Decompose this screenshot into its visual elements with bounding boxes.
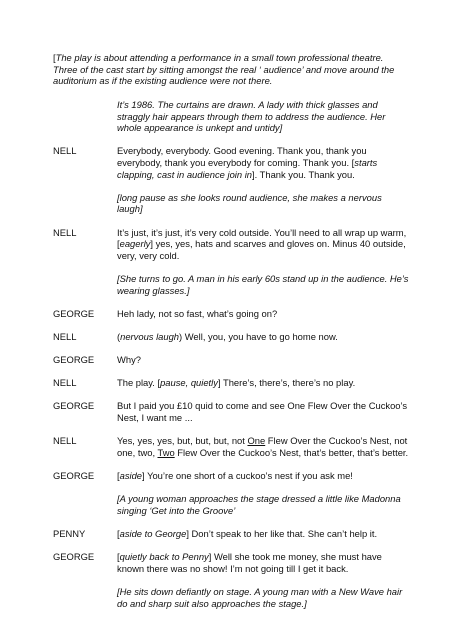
line-fragment: ( bbox=[117, 330, 121, 342]
line-fragment: The play. [ bbox=[117, 377, 161, 389]
speaker-name bbox=[53, 192, 117, 215]
line-text bbox=[117, 400, 409, 423]
dialogue-line bbox=[53, 551, 413, 574]
stage-direction-line bbox=[53, 493, 413, 516]
dialogue-line bbox=[53, 400, 413, 423]
speaker-name: GEORGE bbox=[53, 400, 95, 412]
stage-direction: [She turns to go. A man in his early 60s stand up in the audience. He’s wearing glasses.] bbox=[117, 272, 409, 296]
line-fragment: ] There’s, there’s, there’s no play. bbox=[217, 377, 356, 389]
dialogue-line bbox=[53, 145, 413, 180]
dialogue-line bbox=[53, 227, 413, 262]
line-fragment: [ bbox=[117, 470, 120, 481]
dialogue-line bbox=[53, 435, 413, 458]
line-text bbox=[117, 528, 409, 540]
speaker-name bbox=[53, 493, 117, 516]
line-fragment: But I paid you £10 quid to come and see One Flew Over the Cuckoo’s Nest, I want me ... bbox=[117, 400, 408, 424]
line-fragment: Flew Over the Cuckoo’s Nest, that’s better, that’s better. bbox=[174, 446, 409, 458]
line-fragment: ] yes, yes, hats and scarves and gloves on. Minus 40 outside, very, very cold. bbox=[117, 238, 406, 261]
line-text bbox=[117, 586, 409, 609]
intro-stage-direction bbox=[53, 52, 408, 87]
line-text bbox=[117, 273, 409, 296]
line-text bbox=[117, 192, 409, 215]
line-fragment: It’s just, it’s just, it’s very cold outside. You’ll need to all wrap up warm, [ bbox=[117, 226, 407, 250]
scene-direction: It’s 1986. The curtains are drawn. A lady with thick glasses and straggly hair appears through them to address the audience. Her whole appearance is unkept and untidy] bbox=[117, 99, 386, 134]
stage-direction: [He sits down defiantly on stage. A young man with a New Wave hair do and sharp suit also approaches the stage.] bbox=[117, 585, 403, 609]
line-text bbox=[117, 331, 409, 343]
dialogue-line bbox=[53, 528, 413, 540]
dialogue-line bbox=[53, 354, 413, 366]
speaker-name: GEORGE bbox=[53, 354, 95, 366]
intro-bracket: [ bbox=[53, 52, 56, 63]
line-text bbox=[117, 227, 409, 262]
dialogue-line bbox=[53, 470, 413, 482]
script-body bbox=[53, 99, 413, 621]
stage-direction: [A young woman approaches the stage dressed a little like Madonna singing ‘Get into the Groove’ bbox=[117, 493, 401, 516]
line-fragment: Flew Over the Cuckoo’s Nest, not one, two, bbox=[117, 435, 408, 458]
speaker-name: GEORGE bbox=[53, 551, 95, 563]
stage-direction: [long pause as she looks round audience, she makes a nervous laugh] bbox=[117, 191, 382, 215]
line-fragment: [ bbox=[117, 527, 120, 539]
stage-direction-line bbox=[53, 586, 413, 609]
line-text bbox=[117, 435, 409, 458]
speaker-name: PENNY bbox=[53, 527, 86, 539]
speaker-name: NELL bbox=[53, 435, 77, 447]
line-fragment: ) Well, you, you have to go home now. bbox=[179, 330, 338, 342]
stage-direction: eagerly bbox=[119, 238, 151, 250]
line-text bbox=[117, 551, 409, 574]
line-fragment: Everybody, everybody. Good evening. Thank you, thank you everybody, thank you everybody for coming. Thank you. [ bbox=[117, 145, 367, 168]
stage-direction: starts clapping, cast in audience join in bbox=[117, 156, 378, 180]
stage-direction: quietly back to Penny bbox=[119, 551, 209, 563]
line-text bbox=[117, 470, 409, 482]
line-fragment: [ bbox=[117, 551, 120, 563]
speaker-name: NELL bbox=[53, 145, 77, 157]
speaker-name bbox=[53, 273, 117, 296]
speaker-name: NELL bbox=[53, 226, 77, 238]
line-fragment: ]. Thank you. Thank you. bbox=[252, 168, 355, 180]
line-text bbox=[117, 493, 409, 516]
line-fragment: Heh lady, not so fast, what’s going on? bbox=[117, 307, 278, 319]
line-fragment: Why? bbox=[117, 354, 141, 366]
line-fragment: ] Don’t speak to her like that. She can’t help it. bbox=[186, 527, 378, 539]
stage-direction: aside to George bbox=[119, 527, 187, 539]
stage-direction: nervous laugh bbox=[120, 330, 180, 342]
intro-text: The play is about attending a performance in a small town professional theatre. Three of the cast start by sitting amongst the real ‘ audience’ and move around the auditorium as if the existing audience were not there. bbox=[53, 52, 395, 87]
stage-direction-line bbox=[53, 192, 413, 215]
line-text bbox=[117, 145, 409, 180]
speaker-name: NELL bbox=[53, 330, 77, 342]
line-fragment: Yes, yes, yes, but, but, but, not bbox=[117, 435, 248, 447]
dialogue-list bbox=[53, 145, 413, 609]
line-fragment: ] Well she took me money, she must have known there was no show! I’m not going till I get it back. bbox=[117, 551, 382, 574]
stage-direction: pause, quietly bbox=[160, 377, 218, 389]
speaker-name: NELL bbox=[53, 377, 77, 389]
speaker-name bbox=[53, 586, 117, 609]
line-fragment: One bbox=[247, 435, 266, 447]
speaker-name: GEORGE bbox=[53, 470, 95, 481]
speaker-name: GEORGE bbox=[53, 307, 95, 319]
line-fragment: Two bbox=[157, 446, 175, 458]
stage-direction: aside bbox=[119, 470, 143, 481]
line-text bbox=[117, 308, 409, 320]
dialogue-line bbox=[53, 308, 413, 320]
dialogue-line bbox=[53, 331, 413, 343]
line-text bbox=[117, 354, 409, 366]
line-fragment: ] You’re one short of a cuckoo’s nest if you ask me! bbox=[142, 470, 353, 481]
dialogue-line bbox=[53, 377, 413, 389]
stage-direction-line bbox=[53, 273, 413, 296]
line-text bbox=[117, 377, 409, 389]
